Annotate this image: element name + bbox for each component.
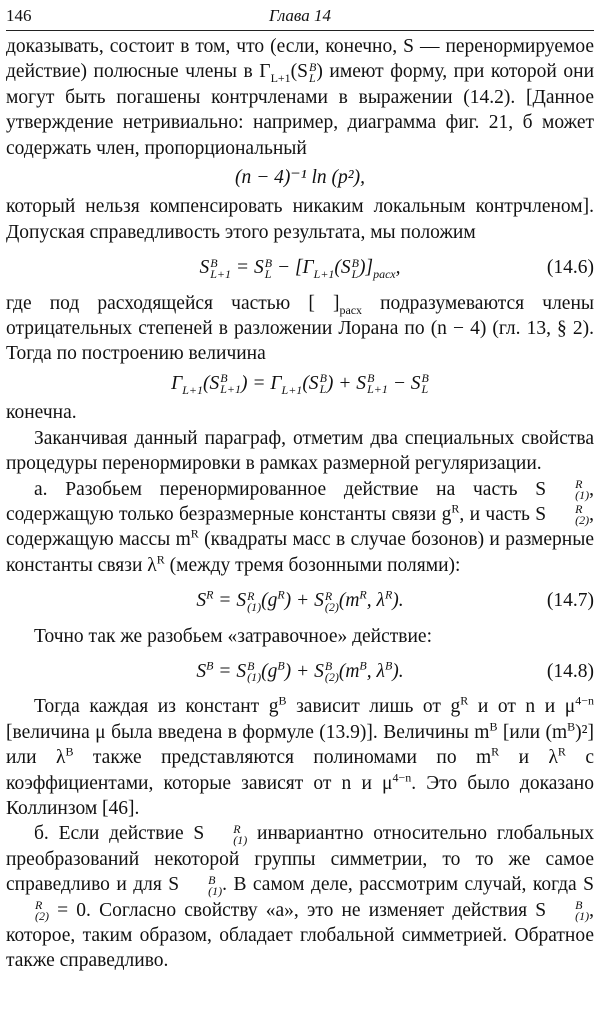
equation (6, 371, 594, 396)
equation-number: (14.6) (546, 257, 594, 279)
paragraph: где под расходящейся частью [ ]$_{расх}$ подразумеваются члены отрицательных степеней в разложении Лорана по (n − 4) (гл. 13, § 2). Тогда по построению величина (6, 292, 594, 365)
running-header (6, 4, 594, 31)
paragraph: доказывать, состоит в том, что (если, конечно, S — перенормируемое действие) полюсные члены в $\Gamma_{L+1}(S$ B L ) имеют форму, при которой они могут быть погашены контрчленами в выражении (14.2). [Данное утверждение нетривиально: например, диаграмма фиг. 21, б может содержать член, пропорциональный (6, 36, 595, 159)
formula: $\Gamma_{L+1}(S$ B L+1 ) = $\Gamma_{L+1}(S$ B L ) + S B L+1 − S B L (171, 371, 429, 397)
equation (6, 588, 594, 613)
paragraph: Заканчивая данный параграф, отметим два специальных свойства процедуры перенормировки в рамках размерной регуляризации. (6, 427, 594, 475)
equation-number: (14.8) (546, 660, 594, 682)
equation (6, 165, 594, 190)
formula: $S^B = S$ B (1) $(g^B) + S$ B (2) ($m^B$, $\lambda^B$). (196, 658, 404, 685)
equation (6, 255, 594, 280)
paragraph: б. Если действие S R (1) инвариантно относительно глобальных преобразований некоторой группы симметрии, то то же самое справедливо и для S B (1) . В самом деле, рассмотрим случай, когда S R (2) = 0. Согласно свойству «а», это не изменяет действия S B (1) , которое, таким образом, обладает глобальной симметрией. Обратное также справедливо. (6, 821, 594, 972)
equation-number: (14.7) (546, 590, 594, 612)
paragraph: Точно так же разобьем «затравочное» действие: (34, 625, 432, 647)
formula: (n − 4)⁻¹ ln (p²), (235, 167, 365, 189)
chapter-title: Глава 14 (269, 6, 331, 25)
equation (6, 659, 594, 684)
formula: S B L+1 = S B L − [$\Gamma_{L+1}(S$ B L )]$_{расх}$, (199, 255, 401, 282)
page-body (6, 34, 594, 974)
formula: $S^R = S$ R (1) $(g^R) + S$ R (2) ($m^R$, $\lambda^R$). (196, 587, 404, 614)
paragraph: а. Разобьем перенормированное действие на часть S R (1) , содержащую только безразмерные константы связи $g^R$, и часть S R (2) , содержащую массы $m^R$ (квадраты масс в случае бозонов) и размерные константы связи $\lambda^R$ (между тремя бозонными полями): (6, 477, 594, 576)
page-number: 146 (6, 6, 32, 25)
paragraph: который нельзя компенсировать никаким локальным контрчленом]. Допуская справедливость этого результата, мы положим (6, 196, 594, 243)
paragraph: конечна. (6, 402, 77, 424)
paragraph: Тогда каждая из констант $g^B$ зависит лишь от $g^R$ и от n и $\mu^{4-n}$ [величина μ была введена в формуле (13.9)]. Величины $m^B$ [или $(m^B)^2$] или $\lambda^B$ также представляются полиномами по $m^R$ и $\lambda^R$ с коэффициентами, которые зависят от n и $\mu^{4-n}$. Это было доказано Коллинзом [46]. (6, 693, 595, 819)
